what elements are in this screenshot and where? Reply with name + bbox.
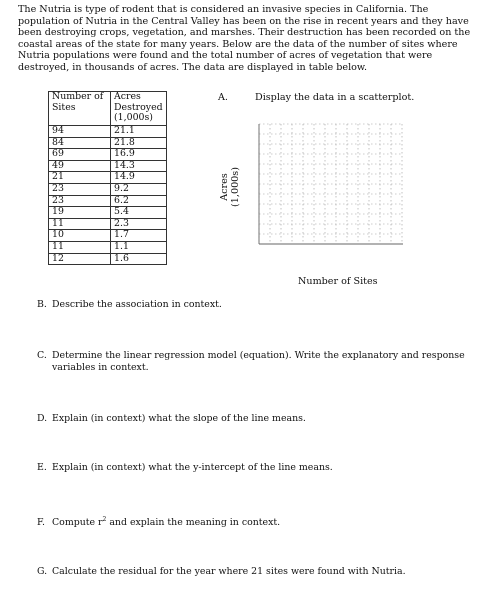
table-row xyxy=(49,137,167,149)
question-text: Explain (in context) what the y-intercept of the line means. xyxy=(52,462,333,473)
table-row xyxy=(49,253,167,265)
question-b xyxy=(37,299,467,311)
question-letter: B. xyxy=(37,299,47,310)
cell-sites: 11 xyxy=(49,241,111,253)
cell-sites: 49 xyxy=(49,160,111,172)
question-text-after: and explain the meaning in context. xyxy=(106,517,281,529)
blank-graph-grid xyxy=(251,112,411,252)
superscript-2: 2 xyxy=(102,516,107,523)
question-g xyxy=(37,566,467,578)
problem-intro: The Nutria is type of rodent that is considered an invasive species in California. The population of Nutria in the Central Valley has been on the rise in recent years and they have been destroying crops, vegetation, and marshes. Their destruction has been recorded on the coastal areas of the state for many years. Below are the data of the number of sites where Nutria populations were found and the total number of acres of vegetation that were destroyed, in thousands of acres. The data are displayed in table below. xyxy=(18,4,471,73)
table-row xyxy=(49,207,167,219)
question-text: Determine the linear regression model (equation). Write the explanatory and response xyxy=(52,350,465,361)
cell-acres: 21.8 xyxy=(111,137,167,149)
cell-acres: 1.1 xyxy=(111,241,167,253)
question-letter: E. xyxy=(37,462,47,473)
cell-sites: 19 xyxy=(49,207,111,219)
question-text: Calculate the residual for the year where 21 sites were found with Nutria. xyxy=(52,566,406,577)
cell-acres: 14.3 xyxy=(111,160,167,172)
question-text: Describe the association in context. xyxy=(52,299,222,310)
cell-sites: 94 xyxy=(49,126,111,138)
question-text-before: Compute r xyxy=(52,517,103,529)
table-row xyxy=(49,230,167,242)
cell-acres: 14.9 xyxy=(111,172,167,184)
question-letter: D. xyxy=(37,413,48,424)
part-a-instruction: Display the data in a scatterplot. xyxy=(255,92,415,103)
table-header-row xyxy=(49,92,167,126)
question-d xyxy=(37,413,467,425)
question-letter: F. xyxy=(37,517,46,529)
cell-sites: 23 xyxy=(49,183,111,195)
table-row xyxy=(49,241,167,253)
cell-acres: 21.1 xyxy=(111,126,167,138)
table-row xyxy=(49,172,167,184)
table-row xyxy=(49,195,167,207)
cell-acres: 6.2 xyxy=(111,195,167,207)
cell-sites: 12 xyxy=(49,253,111,265)
y-axis-label: Acres (1,000s) xyxy=(219,167,241,207)
cell-acres: 16.9 xyxy=(111,149,167,161)
x-axis-label: Number of Sites xyxy=(298,276,378,287)
cell-sites: 23 xyxy=(49,195,111,207)
table-row xyxy=(49,160,167,172)
header-sites: Number of Sites xyxy=(49,92,111,126)
data-table xyxy=(48,91,167,265)
cell-acres: 1.7 xyxy=(111,230,167,242)
cell-acres: 2.3 xyxy=(111,218,167,230)
part-a-letter: A. xyxy=(218,92,228,103)
table-row xyxy=(49,126,167,138)
cell-sites: 10 xyxy=(49,230,111,242)
cell-sites: 69 xyxy=(49,149,111,161)
question-letter: C. xyxy=(37,350,47,361)
cell-acres: 1.6 xyxy=(111,253,167,265)
question-f xyxy=(37,514,467,529)
question-text-continued: variables in context. xyxy=(52,361,149,373)
question-letter: G. xyxy=(37,566,48,577)
cell-acres: 9.2 xyxy=(111,183,167,195)
header-acres: Acres Destroyed (1,000s) xyxy=(111,92,167,126)
table-row xyxy=(49,149,167,161)
cell-acres: 5.4 xyxy=(111,207,167,219)
table-row xyxy=(49,218,167,230)
question-e xyxy=(37,462,467,474)
question-text: Explain (in context) what the slope of the line means. xyxy=(52,413,306,424)
question-c xyxy=(37,350,467,373)
cell-sites: 21 xyxy=(49,172,111,184)
cell-sites: 11 xyxy=(49,218,111,230)
table-row xyxy=(49,183,167,195)
cell-sites: 84 xyxy=(49,137,111,149)
